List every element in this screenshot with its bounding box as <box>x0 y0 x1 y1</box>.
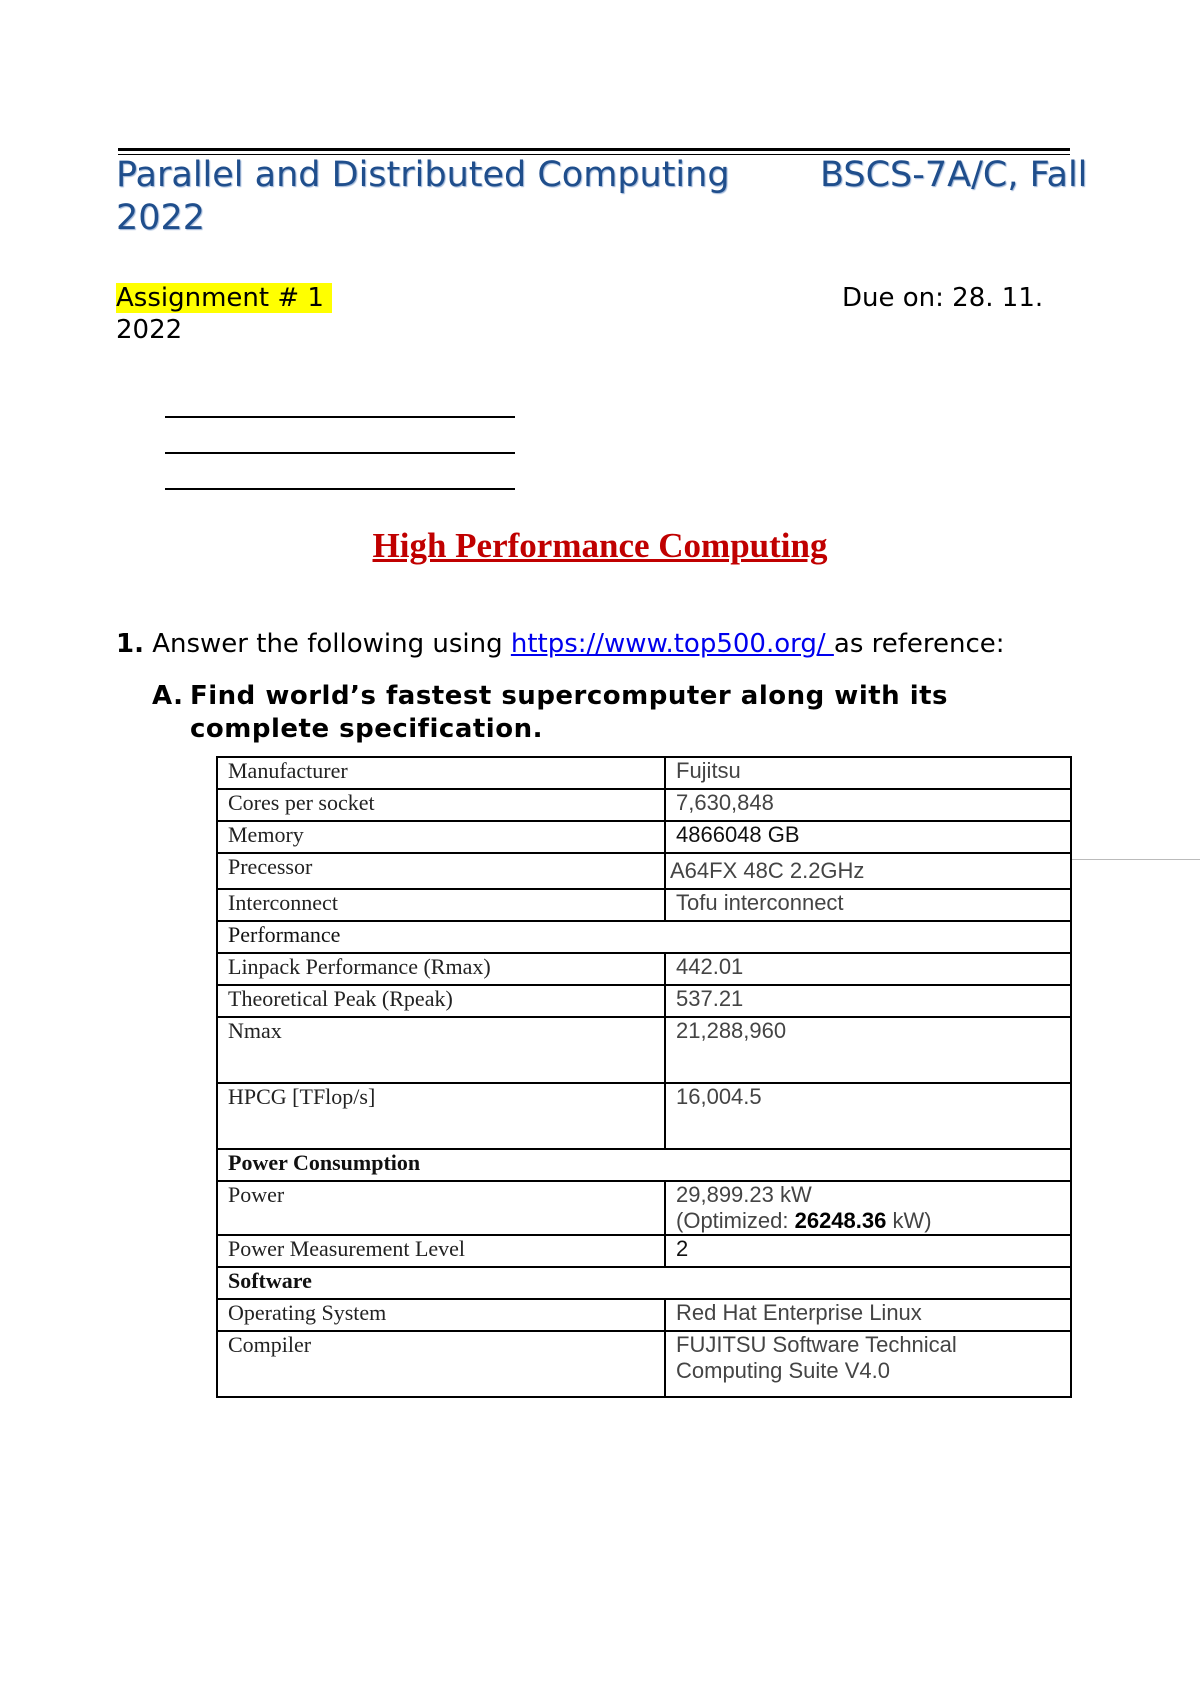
power-value: 29,899.23 kW <box>676 1182 812 1207</box>
compiler-line-1: FUJITSU Software Technical <box>676 1332 957 1357</box>
power-optimized-value: 26248.36 <box>794 1208 887 1233</box>
table-row <box>217 821 1071 853</box>
table-row <box>217 1083 1071 1149</box>
table-row <box>217 985 1071 1017</box>
spec-label: Compiler <box>217 1331 665 1397</box>
spec-label: Interconnect <box>217 889 665 921</box>
stray-line <box>1072 859 1200 860</box>
table-row <box>217 1181 1071 1235</box>
section-power: Power Consumption <box>217 1149 1071 1181</box>
spec-label: Linpack Performance (Rmax) <box>217 953 665 985</box>
assignment-row <box>116 282 332 314</box>
spec-label: Memory <box>217 821 665 853</box>
spec-value: A64FX 48C 2.2GHz <box>665 853 1071 889</box>
spec-label: Theoretical Peak (Rpeak) <box>217 985 665 1017</box>
due-year: 2022 <box>116 315 183 345</box>
spec-label: Cores per socket <box>217 789 665 821</box>
spec-label: Operating System <box>217 1299 665 1331</box>
spec-label: Power <box>217 1181 665 1235</box>
spec-label: Precessor <box>217 853 665 889</box>
question-1 <box>116 627 1005 661</box>
power-optimized-prefix: (Optimized: <box>676 1208 795 1233</box>
question-part-a <box>152 680 948 746</box>
part-a-line-1: Find world’s fastest supercomputer along with its <box>190 681 949 711</box>
spec-value: 21,288,960 <box>665 1017 1071 1083</box>
course-year: 2022 <box>116 198 206 238</box>
section-performance: Performance <box>217 921 1071 953</box>
table-row <box>217 889 1071 921</box>
table-row <box>217 1235 1071 1267</box>
spec-label: Manufacturer <box>217 757 665 789</box>
name-blank-line-2 <box>165 452 515 454</box>
spec-value: Fujitsu <box>665 757 1071 789</box>
spec-label: Power Measurement Level <box>217 1235 665 1267</box>
spec-value: 442.01 <box>665 953 1071 985</box>
course-section: BSCS-7A/C, Fall <box>820 155 1088 195</box>
table-row <box>217 921 1071 953</box>
name-blank-line-3 <box>165 488 515 490</box>
table-row <box>217 1299 1071 1331</box>
spec-value <box>665 1181 1071 1235</box>
course-header <box>116 154 1106 240</box>
spec-label: HPCG [TFlop/s] <box>217 1083 665 1149</box>
spec-value <box>665 1331 1071 1397</box>
table-row <box>217 1017 1071 1083</box>
due-date: Due on: 28. 11. <box>842 283 1044 313</box>
question-text-after: as reference: <box>833 629 1005 659</box>
spec-value: Red Hat Enterprise Linux <box>665 1299 1071 1331</box>
table-row <box>217 757 1071 789</box>
question-text-before: Answer the following using <box>152 629 503 659</box>
table-row <box>217 789 1071 821</box>
assignment-label: Assignment # 1 <box>116 283 332 313</box>
top500-link[interactable]: https://www.top500.org/ <box>510 629 834 659</box>
spec-value: 2 <box>665 1235 1071 1267</box>
section-software: Software <box>217 1267 1071 1299</box>
section-heading: High Performance Computing <box>372 526 828 565</box>
spec-value: 16,004.5 <box>665 1083 1071 1149</box>
part-a-line-2: complete specification. <box>190 714 543 744</box>
part-a-letter: A. <box>152 681 184 711</box>
table-row <box>217 853 1071 889</box>
table-row <box>217 953 1071 985</box>
top-rule <box>118 148 1070 151</box>
table-row <box>217 1149 1071 1181</box>
spec-value: 4866048 GB <box>665 821 1071 853</box>
question-number: 1. <box>116 629 144 659</box>
spec-value: 537.21 <box>665 985 1071 1017</box>
spec-table <box>216 756 1072 1398</box>
compiler-line-2: Computing Suite V4.0 <box>676 1358 891 1383</box>
name-blank-line-1 <box>165 416 515 418</box>
course-title: Parallel and Distributed Computing <box>116 155 730 195</box>
power-optimized-suffix: kW) <box>886 1208 932 1233</box>
spec-value: Tofu interconnect <box>665 889 1071 921</box>
spec-value: 7,630,848 <box>665 789 1071 821</box>
table-row <box>217 1267 1071 1299</box>
spec-label: Nmax <box>217 1017 665 1083</box>
table-row <box>217 1331 1071 1397</box>
